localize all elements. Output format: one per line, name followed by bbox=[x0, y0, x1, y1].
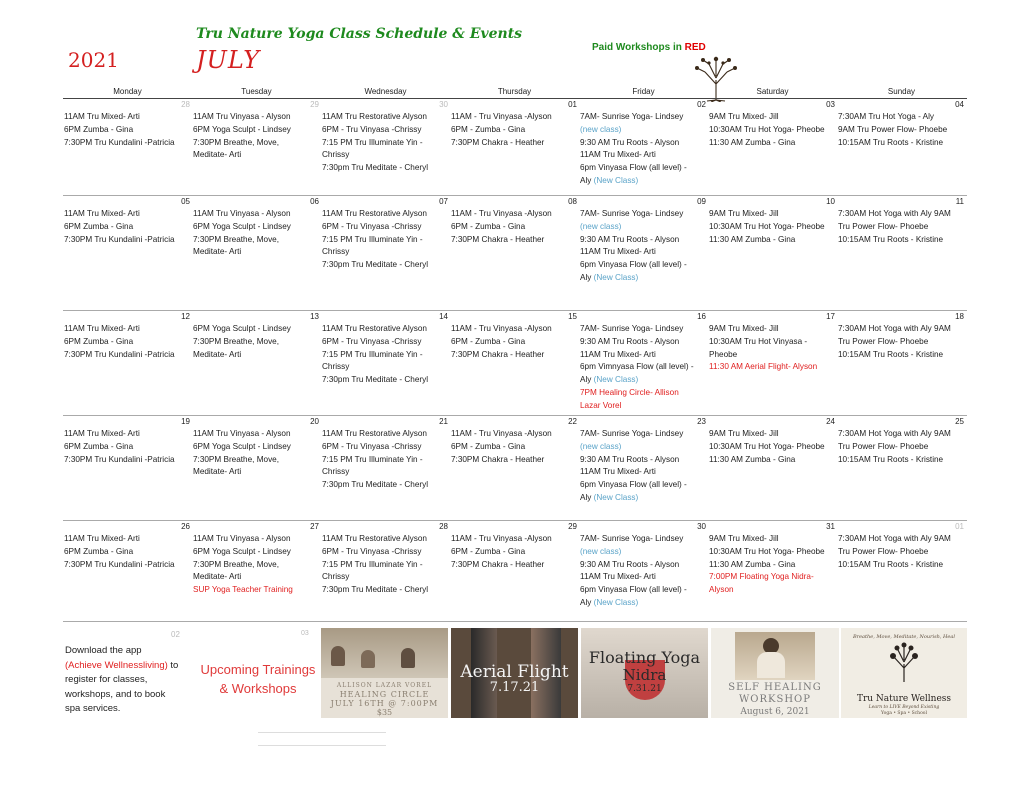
class-entry: 11AM - Tru Vinyasa -Alyson bbox=[451, 534, 552, 543]
class-entry: 7:00PM Floating Yoga Nidra- bbox=[709, 572, 814, 582]
class-entry: 10:15AM Tru Roots - Kristine bbox=[838, 454, 944, 464]
class-entry: 6PM - Zumba - Gina bbox=[451, 441, 526, 451]
day-number: 29 bbox=[568, 522, 577, 531]
class-entry: 11AM Tru Mixed- Arti bbox=[580, 572, 656, 582]
day-cell[interactable] bbox=[450, 533, 579, 610]
day-number: 29 bbox=[310, 100, 319, 109]
day-cell[interactable] bbox=[708, 208, 837, 285]
class-entry: 9AM Tru Mixed- Jill bbox=[709, 534, 779, 543]
class-entry: 11AM Tru Vinyasa - Alyson bbox=[193, 112, 291, 121]
class-entry: 7:30PM Chakra - Heather bbox=[451, 234, 545, 244]
class-entry: 6PM Zumba - Gina bbox=[64, 336, 134, 346]
day-cell[interactable] bbox=[321, 428, 450, 505]
tree-icon bbox=[881, 642, 927, 684]
class-entry: 7:30pm Tru Meditate - Cheryl bbox=[322, 163, 429, 173]
day-number: 13 bbox=[310, 312, 319, 321]
class-entry: 7PM Healing Circle- Allison bbox=[580, 387, 679, 397]
class-entry: 11AM Tru Vinyasa - Alyson bbox=[193, 209, 291, 218]
divider-lines bbox=[258, 702, 386, 746]
class-entry: Meditate- Arti bbox=[193, 150, 242, 160]
class-entry: 6PM Zumba - Gina bbox=[64, 124, 134, 134]
schedule-title: Tru Nature Yoga Class Schedule & Events bbox=[196, 26, 523, 42]
day-cell[interactable] bbox=[837, 111, 966, 188]
class-entry: 7AM- Sunrise Yoga- Lindsey bbox=[580, 534, 684, 543]
class-entry: 6PM - Zumba - Gina bbox=[451, 336, 526, 346]
class-entry: 11AM Tru Restorative Alyson bbox=[322, 534, 427, 543]
class-entry: 7:30PM Breathe, Move, bbox=[193, 454, 280, 464]
class-entry: 7:15 PM Tru Illuminate Yin - bbox=[322, 559, 423, 569]
class-entry: 9:30 AM Tru Roots - Alyson bbox=[580, 137, 680, 147]
class-entry: 7:30PM Tru Kundalini -Patricia bbox=[64, 454, 175, 464]
day-cell[interactable] bbox=[708, 111, 837, 188]
class-entry: Chrissy bbox=[322, 467, 350, 477]
day-number: 02 bbox=[697, 100, 706, 109]
day-cell[interactable] bbox=[450, 428, 579, 505]
day-number: 21 bbox=[439, 417, 448, 426]
day-number: 31 bbox=[826, 522, 835, 531]
class-entry: 11AM Tru Mixed- Arti bbox=[64, 209, 140, 218]
class-entry: 6PM Zumba - Gina bbox=[64, 221, 134, 231]
class-entry: 11:30 AM Zumba - Gina bbox=[709, 137, 796, 147]
class-entry: 7:30PM Breathe, Move, bbox=[193, 336, 280, 346]
class-entry: Lazar Vorel bbox=[580, 400, 622, 410]
day-number: 25 bbox=[955, 417, 964, 426]
day-number: 14 bbox=[439, 312, 448, 321]
download-app-note: Download the app (Achieve Wellnessliving) to register for classes, workshops, and to book spa services. bbox=[65, 645, 179, 714]
class-entry: 11AM Tru Vinyasa - Alyson bbox=[193, 429, 291, 438]
day-cell[interactable] bbox=[192, 111, 321, 188]
class-entry: (new class) bbox=[580, 546, 622, 556]
day-number: 22 bbox=[568, 417, 577, 426]
day-cell[interactable] bbox=[837, 208, 966, 285]
class-entry: 9:30 AM Tru Roots - Alyson bbox=[580, 454, 680, 464]
class-entry: 9AM Tru Mixed- Jill bbox=[709, 429, 779, 438]
class-entry: 11AM Tru Mixed- Arti bbox=[580, 467, 656, 477]
class-entry: 7:30pm Tru Meditate - Cheryl bbox=[322, 585, 429, 595]
class-entry: Meditate- Arti bbox=[193, 247, 242, 257]
class-entry: 6pm Vinyasa Flow (all level) - bbox=[580, 260, 687, 270]
class-entry: 7:30AM Hot Yoga with Aly 9AM bbox=[838, 209, 951, 218]
class-entry: 11AM - Tru Vinyasa -Alyson bbox=[451, 324, 552, 333]
class-entry: 10:30AM Tru Hot Yoga- Pheobe bbox=[709, 441, 825, 451]
class-entry: 6PM Yoga Sculpt - Lindsey bbox=[193, 546, 291, 556]
class-entry: 11AM Tru Restorative Alyson bbox=[322, 209, 427, 218]
class-entry: 10:30AM Tru Hot Yoga- Pheobe bbox=[709, 124, 825, 134]
class-entry: 7:30AM Tru Hot Yoga - Aly bbox=[838, 112, 935, 121]
floating-yoga-nidra-flyer[interactable]: Floating Yoga Nidra 7.31.21 bbox=[581, 628, 708, 718]
class-entry: 9:30 AM Tru Roots - Alyson bbox=[580, 336, 680, 346]
class-entry: 6PM - Zumba - Gina bbox=[451, 221, 526, 231]
day-number: 10 bbox=[826, 197, 835, 206]
class-entry: 10:30AM Tru Hot Yoga- Pheobe bbox=[709, 546, 825, 556]
class-entry: 7:30PM Tru Kundalini -Patricia bbox=[64, 234, 175, 244]
class-entry: 11AM Tru Mixed- Arti bbox=[64, 112, 140, 121]
class-entry: 11:30 AM Zumba - Gina bbox=[709, 234, 796, 244]
class-entry: 6PM Yoga Sculpt - Lindsey bbox=[193, 124, 291, 134]
class-entry: 11AM - Tru Vinyasa -Alyson bbox=[451, 112, 552, 121]
day-number: 24 bbox=[826, 417, 835, 426]
class-entry: 11AM Tru Restorative Alyson bbox=[322, 112, 427, 121]
class-entry: 7:30AM Hot Yoga with Aly 9AM bbox=[838, 324, 951, 333]
class-entry: 6PM - Tru Vinyasa -Chrissy bbox=[322, 546, 422, 556]
class-entry: 6PM - Tru Vinyasa -Chrissy bbox=[322, 441, 422, 451]
class-entry: 9AM Tru Mixed- Jill bbox=[709, 112, 779, 121]
day-cell[interactable] bbox=[708, 428, 837, 505]
day-cell[interactable] bbox=[321, 533, 450, 610]
calendar-week bbox=[63, 99, 967, 196]
day-cell[interactable] bbox=[708, 533, 837, 610]
class-entry: 11AM - Tru Vinyasa -Alyson bbox=[451, 209, 552, 218]
class-entry: 9AM Tru Power Flow- Phoebe bbox=[838, 124, 948, 134]
class-entry: Tru Power Flow- Phoebe bbox=[838, 336, 929, 346]
class-entry: 10:15AM Tru Roots - Kristine bbox=[838, 234, 944, 244]
app-link[interactable]: (Achieve Wellnessliving) bbox=[65, 659, 168, 671]
healing-circle-flyer[interactable]: ALLISON LAZAR VOREL HEALING CIRCLE JULY 16TH @ 7:00PM $35 bbox=[321, 628, 448, 718]
weekday-label: Saturday bbox=[756, 87, 789, 96]
year-label: 2021 bbox=[68, 48, 119, 72]
day-cell[interactable] bbox=[837, 323, 966, 413]
class-entry: 7AM- Sunrise Yoga- Lindsey bbox=[580, 209, 684, 218]
day-number: 16 bbox=[697, 312, 706, 321]
class-entry: 6PM Yoga Sculpt - Lindsey bbox=[193, 324, 291, 333]
class-entry: Tru Power Flow- Phoebe bbox=[838, 221, 929, 231]
class-entry: 7:15 PM Tru Illuminate Yin - bbox=[322, 454, 423, 464]
weekday-header bbox=[63, 86, 967, 99]
class-entry: Tru Power Flow- Phoebe bbox=[838, 441, 929, 451]
paid-note: Paid Workshops in RED bbox=[592, 42, 706, 53]
calendar-week bbox=[63, 416, 967, 521]
class-entry: 7:15 PM Tru Illuminate Yin - bbox=[322, 234, 423, 244]
class-entry: 7:30AM Hot Yoga with Aly 9AM bbox=[838, 429, 951, 438]
class-entry: 6PM Zumba - Gina bbox=[64, 546, 134, 556]
class-entry: 11:30 AM Aerial Flight- Alyson bbox=[709, 362, 818, 372]
class-entry: Aly (New Class) bbox=[580, 272, 639, 282]
day-cell[interactable] bbox=[450, 323, 579, 413]
class-entry: 6PM Yoga Sculpt - Lindsey bbox=[193, 441, 291, 451]
day-cell[interactable] bbox=[321, 208, 450, 285]
day-number: 04 bbox=[955, 100, 964, 109]
day-cell[interactable] bbox=[321, 323, 450, 413]
class-entry: 7:30pm Tru Meditate - Cheryl bbox=[322, 480, 429, 490]
day-number: 27 bbox=[310, 522, 319, 531]
class-entry: 7:30PM Breathe, Move, bbox=[193, 137, 280, 147]
class-entry: 6PM - Zumba - Gina bbox=[451, 124, 526, 134]
day-number: 17 bbox=[826, 312, 835, 321]
class-entry: 7AM- Sunrise Yoga- Lindsey bbox=[580, 429, 684, 438]
class-entry: 11AM Tru Mixed- Arti bbox=[580, 247, 656, 257]
weekday-label: Monday bbox=[113, 87, 142, 96]
class-entry: Chrissy bbox=[322, 362, 350, 372]
day-number: 28 bbox=[439, 522, 448, 531]
class-entry: (new class) bbox=[580, 441, 622, 451]
day-number: 07 bbox=[439, 197, 448, 206]
day-cell[interactable] bbox=[837, 428, 966, 505]
class-entry: 6PM - Tru Vinyasa -Chrissy bbox=[322, 221, 422, 231]
class-entry: Meditate- Arti bbox=[193, 349, 242, 359]
class-entry: 9AM Tru Mixed- Jill bbox=[709, 209, 779, 218]
day-cell[interactable] bbox=[708, 323, 837, 413]
class-entry: 7:30PM Tru Kundalini -Patricia bbox=[64, 349, 175, 359]
class-entry: 11AM Tru Mixed- Arti bbox=[64, 324, 140, 333]
month-label: JULY bbox=[196, 46, 261, 74]
day-number: 01 bbox=[568, 100, 577, 109]
class-entry: 6pm Vinyasa Flow (all level) - bbox=[580, 163, 687, 173]
weekday-label: Thursday bbox=[497, 87, 532, 96]
day-cell[interactable] bbox=[321, 111, 450, 188]
day-cell[interactable] bbox=[192, 428, 321, 505]
class-entry: (new class) bbox=[580, 221, 622, 231]
day-cell[interactable] bbox=[579, 533, 708, 610]
class-entry: Chrissy bbox=[322, 247, 350, 257]
class-entry: 10:15AM Tru Roots - Kristine bbox=[838, 349, 944, 359]
day-number: 30 bbox=[697, 522, 706, 531]
class-entry: Meditate- Arti bbox=[193, 572, 242, 582]
class-entry: Meditate- Arti bbox=[193, 467, 242, 477]
upcoming-trainings-heading: Upcoming Trainings & Workshops bbox=[200, 662, 316, 696]
class-entry: 7:30PM Breathe, Move, bbox=[193, 234, 280, 244]
class-entry: 11AM Tru Restorative Alyson bbox=[322, 429, 427, 438]
day-cell[interactable] bbox=[63, 428, 192, 505]
day-cell[interactable] bbox=[579, 111, 708, 188]
day-number: 05 bbox=[181, 197, 190, 206]
day-number: 08 bbox=[568, 197, 577, 206]
class-entry: Aly (New Class) bbox=[580, 175, 639, 185]
class-entry: SUP Yoga Teacher Training bbox=[193, 585, 293, 595]
class-entry: Aly (New Class) bbox=[580, 375, 639, 385]
class-entry: 7:30PM Chakra - Heather bbox=[451, 559, 545, 569]
class-entry: Chrissy bbox=[322, 572, 350, 582]
class-entry: Alyson bbox=[709, 585, 734, 595]
day-cell[interactable] bbox=[63, 533, 192, 610]
day-cell[interactable] bbox=[192, 208, 321, 285]
tru-nature-wellness-logo: Breathe, Move, Meditate, Nourish, Heal Tru Nature Wellness Learn to LIVE Beyond Existing Yoga • Spa • School bbox=[841, 628, 967, 718]
class-entry: 9:30 AM Tru Roots - Alyson bbox=[580, 234, 680, 244]
day-cell[interactable] bbox=[579, 323, 708, 413]
class-entry: (new class) bbox=[580, 124, 622, 134]
class-entry: 11AM Tru Mixed- Arti bbox=[580, 150, 656, 160]
day-number: 09 bbox=[697, 197, 706, 206]
day-number: 19 bbox=[181, 417, 190, 426]
class-entry: 7:30pm Tru Meditate - Cheryl bbox=[322, 375, 429, 385]
day-number: 20 bbox=[310, 417, 319, 426]
day-cell[interactable] bbox=[579, 428, 708, 505]
class-entry: 11AM Tru Mixed- Arti bbox=[64, 534, 140, 543]
class-entry: 7:15 PM Tru Illuminate Yin - bbox=[322, 137, 423, 147]
class-entry: Aly (New Class) bbox=[580, 492, 639, 502]
class-entry: 10:15AM Tru Roots - Kristine bbox=[838, 137, 944, 147]
day-number: 23 bbox=[697, 417, 706, 426]
day-cell[interactable] bbox=[63, 208, 192, 285]
day-cell[interactable] bbox=[63, 111, 192, 188]
day-cell[interactable] bbox=[579, 208, 708, 285]
calendar-week bbox=[63, 521, 967, 622]
day-number: 30 bbox=[439, 100, 448, 109]
class-entry: 6PM - Tru Vinyasa -Chrissy bbox=[322, 124, 422, 134]
class-entry: 11AM Tru Mixed- Arti bbox=[64, 429, 140, 438]
aerial-flight-flyer[interactable]: Aerial Flight 7.17.21 bbox=[451, 628, 578, 718]
class-entry: 11AM Tru Vinyasa - Alyson bbox=[193, 534, 291, 543]
class-entry: 7:30PM Chakra - Heather bbox=[451, 349, 545, 359]
day-number: 11 bbox=[955, 197, 964, 206]
calendar-week bbox=[63, 196, 967, 311]
weekday-label: Wednesday bbox=[364, 87, 407, 96]
class-entry: 10:30AM Tru Hot Vinyasa - bbox=[709, 336, 808, 346]
class-entry: 6pm Vimnyasa Flow (all level) - bbox=[580, 362, 694, 372]
class-entry: 11AM Tru Mixed- Arti bbox=[580, 349, 656, 359]
class-entry: 7:30PM Tru Kundalini -Patricia bbox=[64, 137, 175, 147]
class-entry: 10:30AM Tru Hot Yoga- Pheobe bbox=[709, 221, 825, 231]
class-entry: 6PM Yoga Sculpt - Lindsey bbox=[193, 221, 291, 231]
class-entry: 7:30pm Tru Meditate - Cheryl bbox=[322, 260, 429, 270]
weekday-label: Tuesday bbox=[241, 87, 272, 96]
class-entry: 7AM- Sunrise Yoga- Lindsey bbox=[580, 324, 684, 333]
class-entry: Pheobe bbox=[709, 349, 738, 359]
class-entry: 7:15 PM Tru Illuminate Yin - bbox=[322, 349, 423, 359]
calendar-grid bbox=[63, 86, 967, 622]
class-entry: 6PM - Zumba - Gina bbox=[451, 546, 526, 556]
class-entry: 7:30AM Hot Yoga with Aly 9AM bbox=[838, 534, 951, 543]
footer-section bbox=[63, 628, 967, 720]
self-healing-workshop-flyer[interactable]: SELF HEALING WORKSHOP August 6, 2021 bbox=[711, 628, 839, 718]
class-entry: Aly (New Class) bbox=[580, 597, 639, 607]
day-number: 03 bbox=[301, 630, 309, 637]
day-number: 12 bbox=[181, 312, 190, 321]
class-entry: 6PM Zumba - Gina bbox=[64, 441, 134, 451]
class-entry: 11:30 AM Zumba - Gina bbox=[709, 559, 796, 569]
class-entry: 6pm Vinyasa Flow (all level) - bbox=[580, 585, 687, 595]
day-cell[interactable] bbox=[192, 533, 321, 610]
day-number: 01 bbox=[955, 522, 964, 531]
class-entry: 9AM Tru Mixed- Jill bbox=[709, 324, 779, 333]
class-entry: 6pm Vinyasa Flow (all level) - bbox=[580, 480, 687, 490]
class-entry: 9:30 AM Tru Roots - Alyson bbox=[580, 559, 680, 569]
day-cell[interactable] bbox=[450, 111, 579, 188]
class-entry: 7AM- Sunrise Yoga- Lindsey bbox=[580, 112, 684, 121]
day-cell[interactable] bbox=[837, 533, 966, 610]
class-entry: 11AM - Tru Vinyasa -Alyson bbox=[451, 429, 552, 438]
day-number: 26 bbox=[181, 522, 190, 531]
day-cell[interactable] bbox=[450, 208, 579, 285]
class-entry: 7:30PM Tru Kundalini -Patricia bbox=[64, 559, 175, 569]
day-number: 02 bbox=[171, 630, 180, 639]
day-number: 15 bbox=[568, 312, 577, 321]
day-cell[interactable] bbox=[192, 323, 321, 413]
day-number: 03 bbox=[826, 100, 835, 109]
class-entry: 7:30PM Chakra - Heather bbox=[451, 137, 545, 147]
calendar-week bbox=[63, 311, 967, 416]
day-number: 18 bbox=[955, 312, 964, 321]
class-entry: 11:30 AM Zumba - Gina bbox=[709, 454, 796, 464]
weekday-label: Friday bbox=[632, 87, 655, 96]
class-entry: 7:30PM Chakra - Heather bbox=[451, 454, 545, 464]
day-cell[interactable] bbox=[63, 323, 192, 413]
class-entry: Tru Power Flow- Phoebe bbox=[838, 546, 929, 556]
day-number: 28 bbox=[181, 100, 190, 109]
class-entry: 7:30PM Breathe, Move, bbox=[193, 559, 280, 569]
weekday-label: Sunday bbox=[887, 87, 916, 96]
class-entry: 10:15AM Tru Roots - Kristine bbox=[838, 559, 944, 569]
day-number: 06 bbox=[310, 197, 319, 206]
class-entry: 6PM - Tru Vinyasa -Chrissy bbox=[322, 336, 422, 346]
class-entry: Chrissy bbox=[322, 150, 350, 160]
class-entry: 11AM Tru Restorative Alyson bbox=[322, 324, 427, 333]
